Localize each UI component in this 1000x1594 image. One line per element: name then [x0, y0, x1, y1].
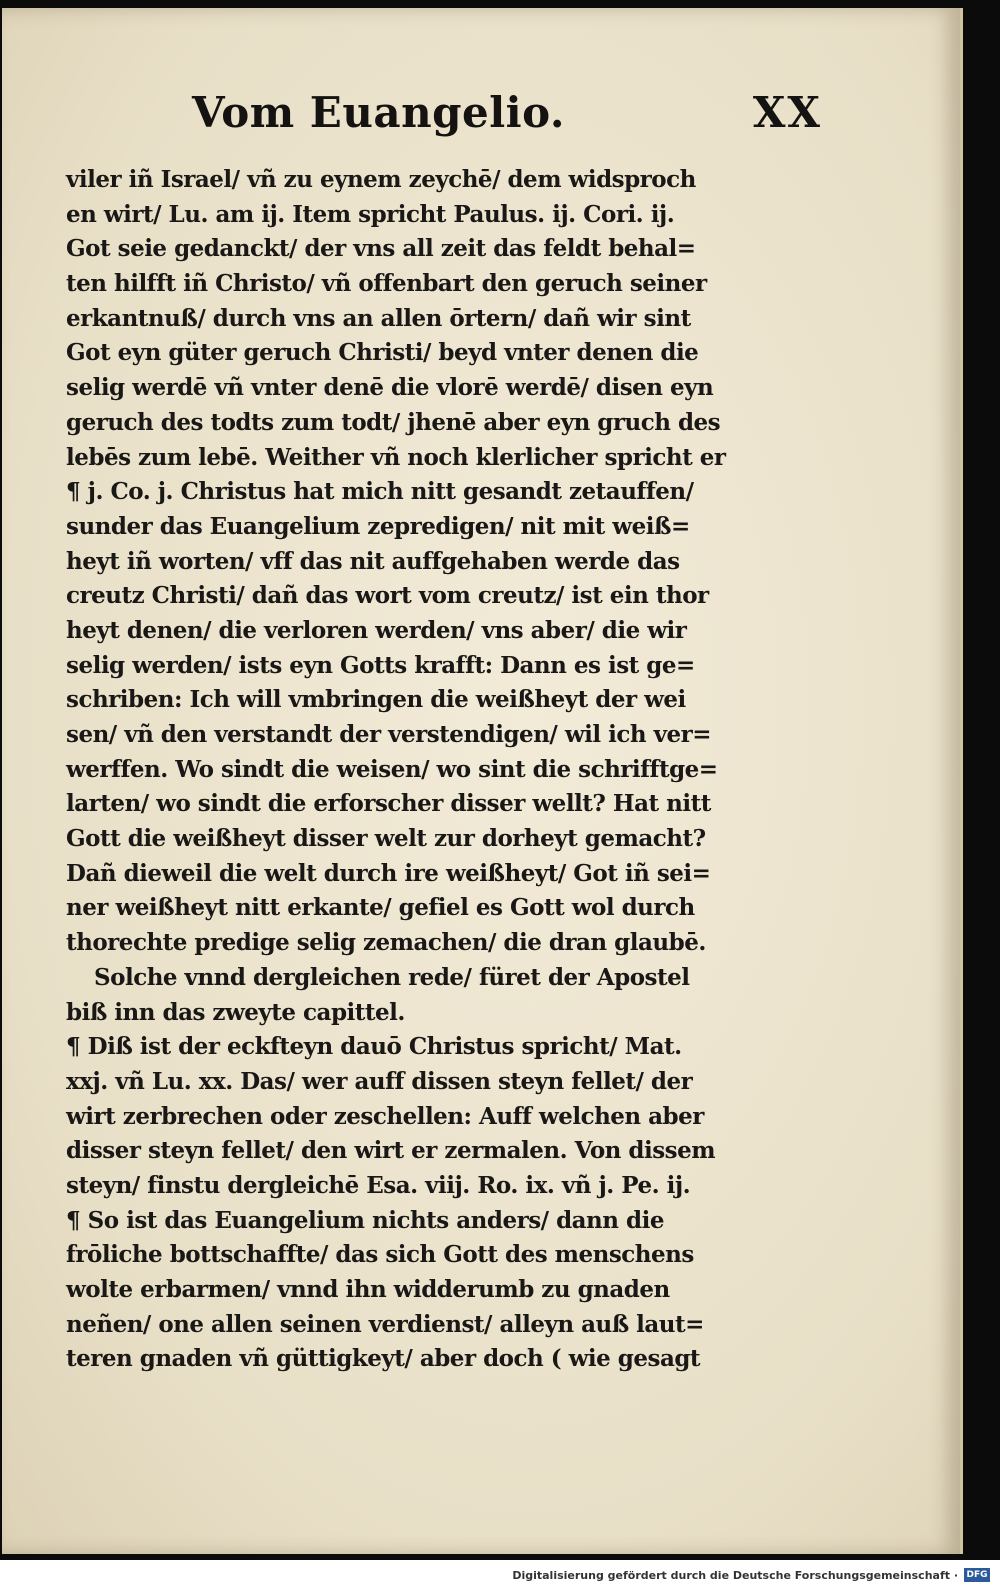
text-line: larten/ wo sindt die erforscher disser wellt? Hat nitt — [66, 790, 711, 818]
text-line: wirt zerbrechen oder zeschellen: Auff welchen aber — [66, 1102, 704, 1130]
text-line: lebēs zum lebē. Weither vñ noch klerlicher spricht er — [66, 443, 726, 471]
text-line: erkantnuß/ durch vns an allen ōrtern/ dañ wir sint — [66, 304, 691, 332]
folio-number: XX — [752, 88, 822, 137]
text-line: ten hilfft iñ Christo/ vñ offenbart den geruch seiner — [66, 270, 707, 298]
text-line: selig werdē vñ vnter denē die vlorē werdē/ disen eyn — [66, 374, 714, 402]
text-line: neñen/ one allen seinen verdienst/ alleyn auß laut= — [66, 1310, 704, 1338]
text-line: thorechte predige selig zemachen/ die dran glaubē. — [66, 929, 706, 957]
text-line: Dañ dieweil die welt durch ire weißheyt/ Got iñ sei= — [66, 859, 711, 887]
book-page — [2, 8, 963, 1554]
text-line: geruch des todts zum todt/ jhenē aber eyn gruch des — [66, 408, 721, 436]
text-line: ¶ Diß ist der eckfteyn dauō Christus spricht/ Mat. — [66, 1033, 682, 1061]
running-title: Vom Euangelio. — [192, 88, 566, 137]
text-line: ¶ j. Co. j. Christus hat mich nitt gesandt zetauffen/ — [66, 478, 694, 506]
text-line: viler iñ Israel/ vñ zu eynem zeychē/ dem widsproch — [66, 166, 696, 193]
body-text — [66, 163, 826, 1377]
text-line: sen/ vñ den verstandt der verstendigen/ wil ich ver= — [66, 721, 711, 748]
text-line: Got seie gedanckt/ der vns all zeit das feldt behal= — [66, 235, 696, 263]
text-line: schriben: Ich will vmbringen die weißheyt der wei — [66, 686, 686, 714]
text-line: wolte erbarmen/ vnnd ihn widderumb zu gnaden — [66, 1276, 670, 1303]
text-line: werffen. Wo sindt die weisen/ wo sint die schrifftge= — [66, 755, 718, 783]
digitization-footer — [0, 1560, 1000, 1594]
text-line: en wirt/ Lu. am ij. Item spricht Paulus. ij. Cori. ij. — [66, 200, 675, 228]
text-line: Solche vnnd dergleichen rede/ füret der Apostel — [94, 963, 690, 991]
text-line: xxj. vñ Lu. xx. Das/ wer auff dissen steyn fellet/ der — [66, 1067, 693, 1095]
text-line: ner weißheyt nitt erkante/ gefiel es Gott wol durch — [66, 894, 695, 922]
text-line: frōliche bottschaffte/ das sich Gott des menschens — [66, 1241, 694, 1269]
text-line: steyn/ finstu dergleichē Esa. viij. Ro. ix. vñ j. Pe. ij. — [66, 1171, 691, 1199]
text-line: Gott die weißheyt disser welt zur dorheyt gemacht? — [66, 825, 706, 853]
funding-credit: Digitalisierung gefördert durch die Deutsche Forschungsgemeinschaft · — [512, 1569, 958, 1582]
text-line: heyt iñ worten/ vff das nit auffgehaben werde das — [66, 547, 680, 575]
text-line: ¶ So ist das Euangelium nichts anders/ dann die — [66, 1206, 664, 1234]
text-line: teren gnaden vñ güttigkeyt/ aber doch ( wie gesagt — [66, 1345, 701, 1373]
text-line: heyt denen/ die verloren werden/ vns aber/ die wir — [66, 616, 687, 644]
text-line: Got eyn güter geruch Christi/ beyd vnter denen die — [66, 339, 699, 367]
text-line: disser steyn fellet/ den wirt er zermalen. Von dissem — [66, 1137, 716, 1165]
page-header — [192, 88, 822, 148]
text-line: biß inn das zweyte capittel. — [66, 998, 405, 1026]
dfg-logo-icon: DFG — [964, 1568, 990, 1582]
text-line: creutz Christi/ dañ das wort vom creutz/ ist ein thor — [66, 582, 709, 610]
text-line: selig werden/ ists eyn Gotts krafft: Dann es ist ge= — [66, 651, 695, 679]
text-line: sunder das Euangelium zepredigen/ nit mit weiß= — [66, 512, 690, 540]
